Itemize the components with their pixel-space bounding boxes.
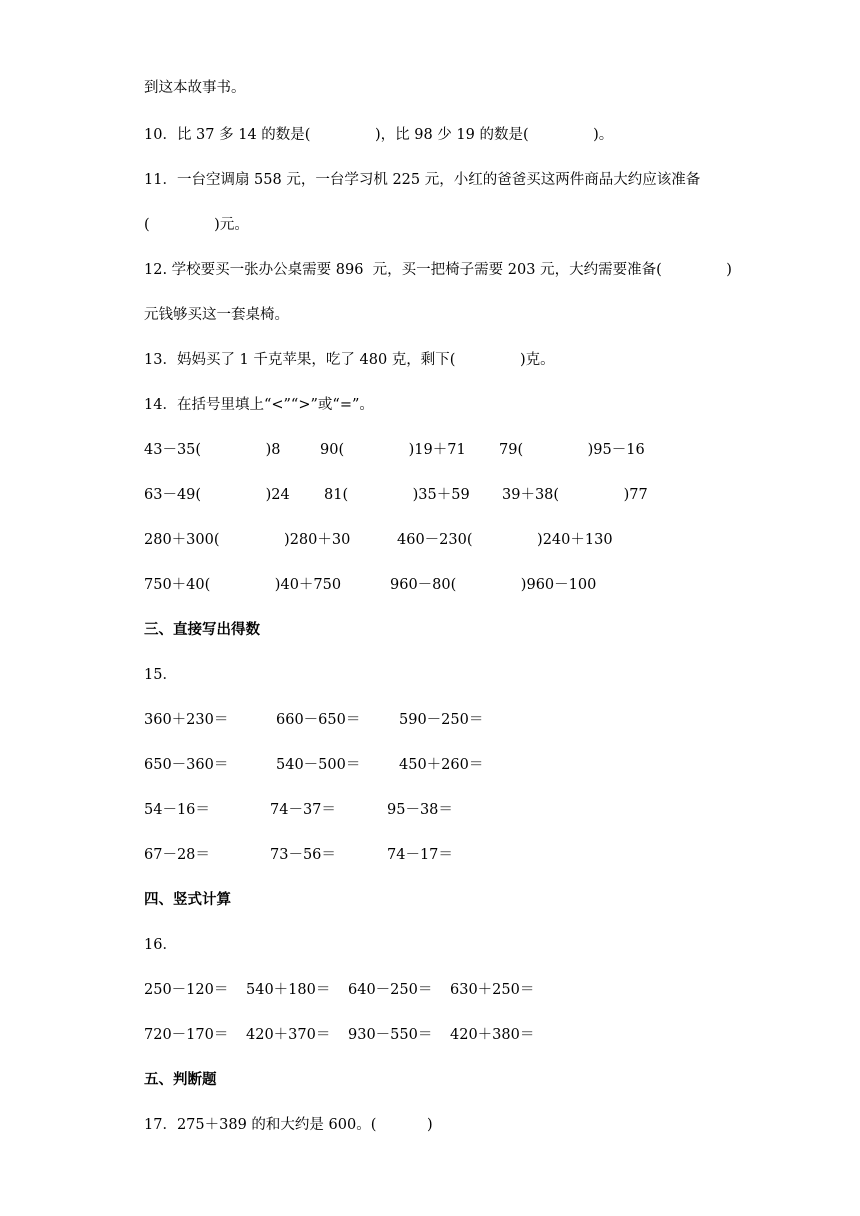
calc-item: 67－28＝ — [144, 847, 210, 863]
question-17: 17．275＋389 的和大约是 600。( ) — [144, 1117, 433, 1133]
question-12-cont: 元钱够买这一套桌椅。 — [144, 307, 289, 323]
calc-item: 420＋380＝ — [450, 1027, 535, 1043]
question-14: 14．在括号里填上“<”“>”或“=”。 — [144, 397, 374, 413]
compare-item: 79( )95－16 — [499, 442, 645, 458]
calc-item: 74－37＝ — [270, 802, 336, 818]
compare-item: 90( )19＋71 — [320, 442, 466, 458]
calc-item: 250－120＝ — [144, 982, 229, 998]
calc-item: 95－38＝ — [387, 802, 453, 818]
calc-item: 54－16＝ — [144, 802, 210, 818]
question-15: 15． — [144, 667, 177, 683]
compare-item: 960－80( )960－100 — [390, 577, 597, 593]
calc-item: 450＋260＝ — [399, 757, 484, 773]
compare-item: 81( )35＋59 — [324, 487, 470, 503]
calc-item: 660－650＝ — [276, 712, 361, 728]
calc-item: 630＋250＝ — [450, 982, 535, 998]
calc-item: 420＋370＝ — [246, 1027, 331, 1043]
calc-item: 590－250＝ — [399, 712, 484, 728]
section-heading: 五、判断题 — [144, 1072, 217, 1088]
compare-item: 43－35( )8 — [144, 442, 281, 458]
calc-item: 720－170＝ — [144, 1027, 229, 1043]
question-12: 12. 学校要买一张办公桌需要 896 元，买一把椅子需要 203 元，大约需要准备( ) — [144, 262, 732, 278]
calc-item: 360＋230＝ — [144, 712, 229, 728]
question-11: 11．一台空调扇 558 元，一台学习机 225 元，小红的爸爸买这两件商品大约应该准备 — [144, 172, 701, 188]
calc-item: 540－500＝ — [276, 757, 361, 773]
calc-item: 930－550＝ — [348, 1027, 433, 1043]
calc-item: 650－360＝ — [144, 757, 229, 773]
compare-item: 750＋40( )40＋750 — [144, 577, 342, 593]
calc-item: 540＋180＝ — [246, 982, 331, 998]
section-heading: 三、直接写出得数 — [144, 622, 260, 638]
section-heading: 四、竖式计算 — [144, 892, 231, 908]
calc-item: 74－17＝ — [387, 847, 453, 863]
question-10: 10．比 37 多 14 的数是( )，比 98 少 19 的数是( )。 — [144, 127, 614, 143]
calc-item: 73－56＝ — [270, 847, 336, 863]
compare-item: 280＋300( )280＋30 — [144, 532, 351, 548]
question-13: 13．妈妈买了 1 千克苹果，吃了 480 克，剩下( )克。 — [144, 352, 555, 368]
compare-item: 63－49( )24 — [144, 487, 290, 503]
compare-item: 39＋38( )77 — [502, 487, 648, 503]
compare-item: 460－230( )240＋130 — [397, 532, 613, 548]
text-line: 到这本故事书。 — [144, 80, 246, 96]
calc-item: 640－250＝ — [348, 982, 433, 998]
question-16: 16． — [144, 937, 177, 953]
question-11-cont: ( )元。 — [144, 217, 249, 233]
